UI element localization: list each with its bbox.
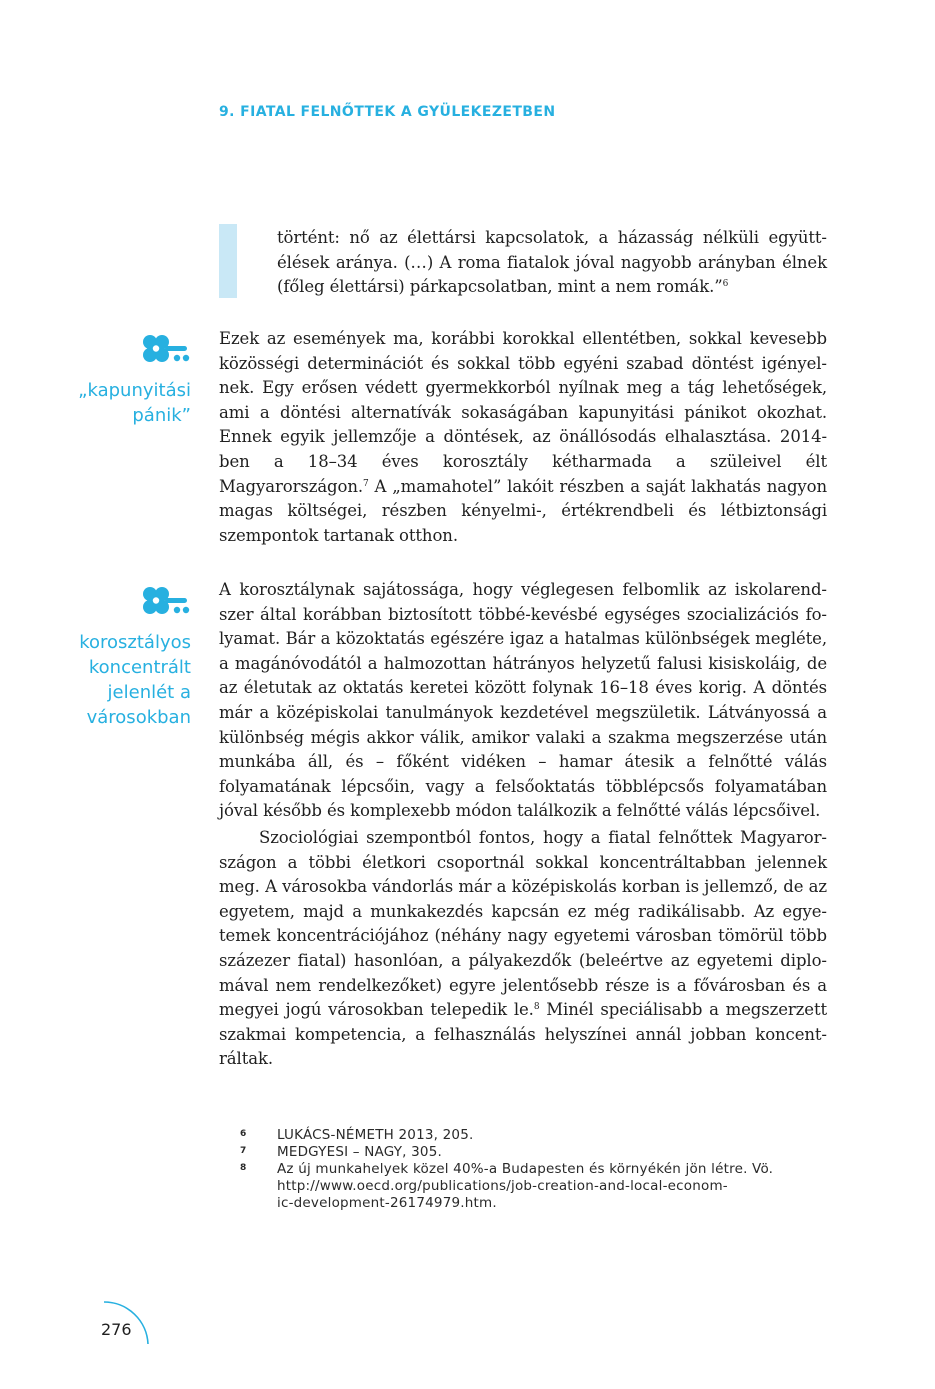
margin-note-line: „kapunyitási	[78, 380, 191, 401]
margin-note-line: korosztályos	[79, 632, 191, 653]
body-paragraph	[219, 327, 827, 548]
footnotes	[240, 1127, 830, 1212]
footnote-ref: 8	[533, 1002, 540, 1013]
footnote-text: LUKÁCS-NÉMETH 2013, 205.	[277, 1127, 474, 1143]
chapter-title: 9. FIATAL FELNŐTTEK A GYÜLEKEZETBEN	[219, 104, 556, 120]
body-paragraph	[219, 578, 827, 824]
footnote-number: 6	[240, 1129, 247, 1139]
block-quote	[277, 226, 827, 300]
footnote-number: 8	[240, 1163, 247, 1173]
footnote-text: MEDGYESI – NAGY, 305.	[277, 1144, 442, 1160]
footnote	[240, 1144, 830, 1161]
footnote-ref: 7	[363, 478, 369, 489]
quote-bar	[219, 224, 237, 298]
key-icon	[141, 585, 191, 617]
margin-note-line: jelenlét a	[107, 682, 191, 703]
paragraph-text: A korosztálynak sajátossága, hogy véglegesen felbomlik az iskolarendszer által korábban biztosított többé-kevésbé egységes szocializációs folyamat. Bár a közoktatás egészére igaz a hatalmas különbségek megléte, a magánóvodától a halmozottan hátrányos helyzetű falusi kisiskoláig, de az életutak az oktatás keretei között folynak 16–18 éves korig. A döntés már a középiskolai tanulmányok kezdetével megszületik. Látványossá a különbség mégis akkor válik, amikor valaki a szakma megszerzése után munkába áll, és – főként vidéken – hamar átesik a felnőtté válás folyamatának lépcsőin, vagy a felsőoktatás többlépcsős folyamatában jóval később és komplexebb módon találkozik a felnőtté válás lépcsőivel.	[219, 580, 827, 821]
quote-text: történt: nő az élettársi kapcsolatok, a házasság nélküli együttélések aránya. (…) A roma fiatalok jóval nagyobb arányban élnek (főleg élettársi) párkapcsolatban, mint a nem romák.”	[277, 228, 827, 297]
footnote	[240, 1127, 830, 1144]
key-icon	[141, 333, 191, 365]
margin-note-line: koncentrált	[88, 657, 191, 678]
footnote-link[interactable]: ic-development-26174979.htm.	[277, 1195, 497, 1211]
footnote	[240, 1161, 830, 1212]
paragraph-text: Minél speciálisabb a megszerzett szakmai kompetencia, a felhasználás helyszínei annál jobban koncentráltak.	[219, 1000, 828, 1069]
footnote-number: 7	[240, 1146, 247, 1156]
margin-note-line: városokban	[86, 707, 191, 728]
margin-note-kapunyitasi-panik	[51, 378, 191, 428]
margin-note-korosztalyos	[51, 630, 191, 730]
body-paragraph	[219, 826, 827, 1072]
footnote-text: Az új munkahelyek közel 40%-a Budapesten és környékén jön létre. Vö.	[277, 1161, 774, 1177]
footnote-ref: 6	[722, 279, 729, 290]
paragraph-text: Ezek az események ma, korábbi korokkal ellentétben, sokkal kevesebb közösségi determinációt és sokkal több egyéni szabad döntést igényelnek. Egy erősen védett gyermekkorból nyílnak meg a tág lehetőségek, ami a döntési alternatívák sokaságában kapunyitási pánikot okozhat. Ennek egyik jellemzője a döntések, az önállósodás elhalasztása. 2014-ben a 18–34 éves korosztály kétharmada a szüleivel élt Magyarországon.	[219, 329, 827, 496]
page-number: 276	[101, 1320, 132, 1339]
paragraph-text: A „mamahotel” lakóit részben a saját lakhatás nagyon magas költségei, részben kényelmi-, értékrendbeli és létbiztonsági szempontok tartanak otthon.	[219, 476, 827, 545]
paragraph-text: Szociológiai szempontból fontos, hogy a fiatal felnőttek Magyarországon a többi életkori csoportnál sokkal koncentráltabban jelennek meg. A városokba vándorlás már a középiskolás korban is jellemző, de az egyetem, majd a munkakezdés kapcsán ez még radikálisabb. Az egyetemek koncentrációjához (néhány nagy egyetemi városban tömörül több százezer fiatal) hasonlóan, a pályakezdők (beleértve az egyetemi diplomával nem rendelkezőket) egyre jelentősebb része is a fővárosban és a megyei jogú városokban telepedik le.	[219, 828, 827, 1020]
footnote-link[interactable]: http://www.oecd.org/publications/job-creation-and-local-econom-	[277, 1178, 728, 1194]
margin-note-line: pánik”	[132, 405, 191, 426]
